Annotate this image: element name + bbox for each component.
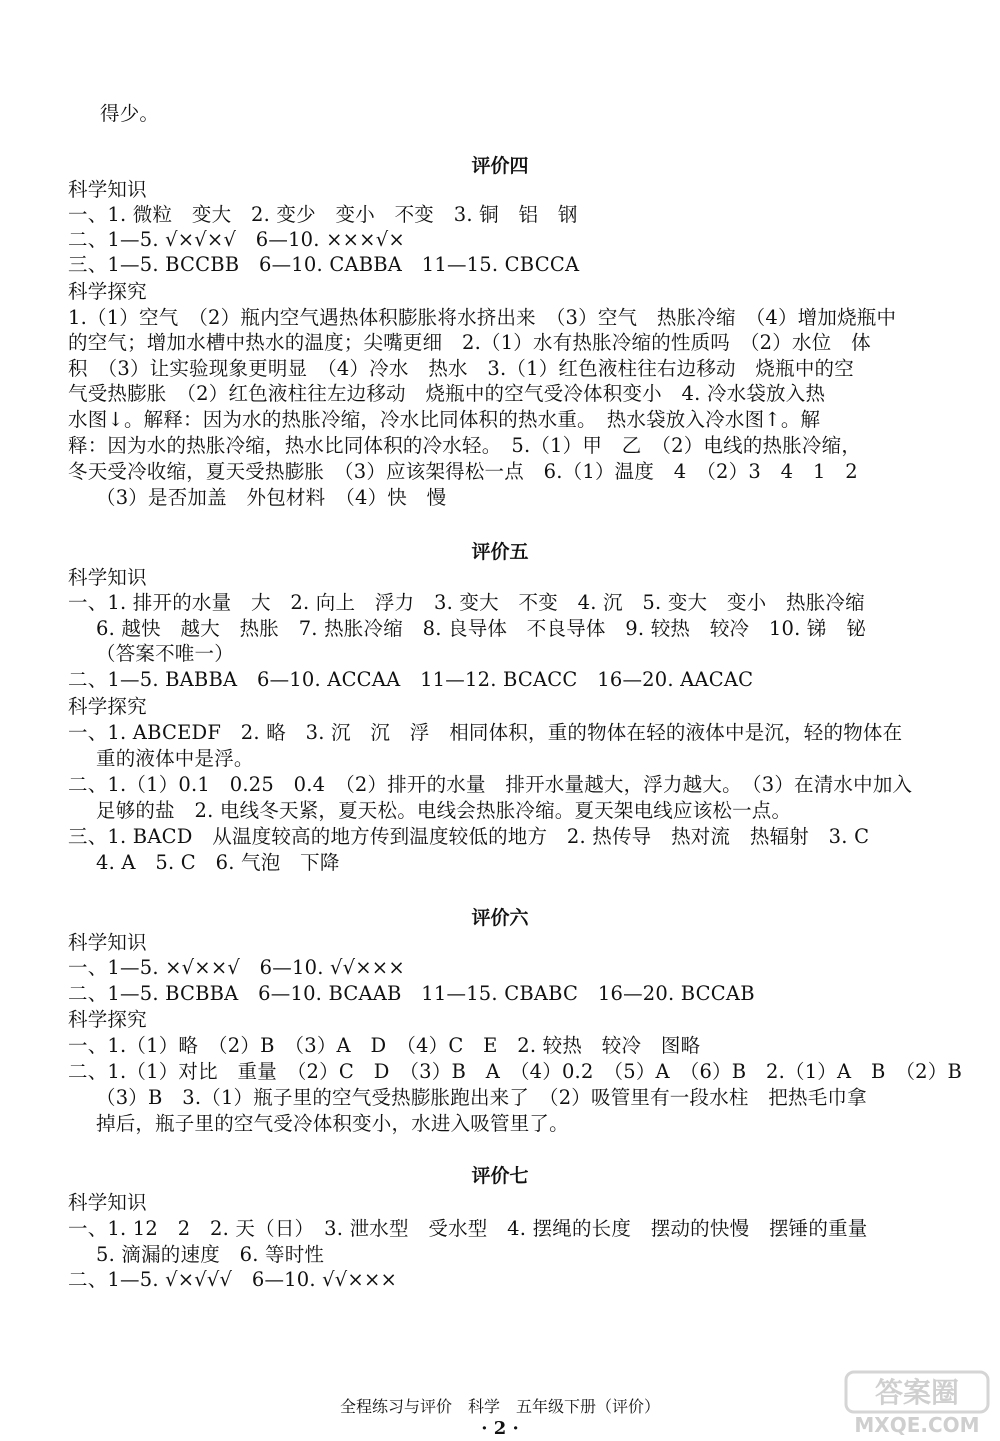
section-label: 科学知识 xyxy=(68,178,147,201)
answer-line: 二、1.（1）对比 重量 （2）C D （3）B A （4）0.2 （5）A （6）B 2.（1）A B （2）B xyxy=(68,1060,962,1083)
answer-line: 三、1. BACD 从温度较高的地方传到温度较低的地方 2. 热传导 热对流 热辐射 3. C xyxy=(68,825,870,848)
section-label: 科学探究 xyxy=(68,695,147,718)
watermark-url-text: MXQE.COM xyxy=(854,1413,980,1437)
answer-line: 二、1—5. √×√×√ 6—10. ×××√× xyxy=(68,228,405,251)
answer-line: 足够的盐 2. 电线冬天紧，夏天松。电线会热胀冷缩。夏天架电线应该松一点。 xyxy=(96,799,792,822)
answer-line: 的空气；增加水槽中热水的温度；尖嘴更细 2.（1）水有热胀冷缩的性质吗 （2）水位 体 xyxy=(68,331,871,354)
answer-line: （3）是否加盖 外包材料 （4）快 慢 xyxy=(96,486,447,509)
answer-line: 一、1. ABCEDF 2. 略 3. 沉 沉 浮 相同体积，重的物体在轻的液体中是沉，轻的物体在 xyxy=(68,721,903,744)
answer-line: 气受热膨胀 （2）红色液柱往左边移动 烧瓶中的空气受冷体积变小 4. 冷水袋放入热 xyxy=(68,382,826,405)
watermark-logo xyxy=(842,1368,992,1438)
section-heading-7: 评价七 xyxy=(471,1165,529,1187)
answer-line: 一、1. 微粒 变大 2. 变少 变小 不变 3. 铜 铝 钢 xyxy=(68,203,578,226)
answer-line: 冬天受冷收缩，夏天受热膨胀 （3）应该架得松一点 6.（1）温度 4 （2）3 4 1 2 xyxy=(68,460,858,483)
answer-line: 二、1—5. √×√√√ 6—10. √√××× xyxy=(68,1268,398,1291)
answer-line: 水图↓。解释：因为水的热胀冷缩，冷水比同体积的热水重。 热水袋放入冷水图↑。解 xyxy=(68,408,821,431)
watermark-logo-icon xyxy=(842,1368,992,1438)
answer-line: 二、1—5. BABBA 6—10. ACCAA 11—12. BCACC 16—20. AACAC xyxy=(68,668,754,691)
answer-line: 一、1. 排开的水量 大 2. 向上 浮力 3. 变大 不变 4. 沉 5. 变大 变小 热胀冷缩 xyxy=(68,591,865,614)
footer-book-title: 全程练习与评价 科学 五年级下册（评价） xyxy=(339,1397,660,1416)
section-label: 科学知识 xyxy=(68,1191,147,1214)
answer-line: 掉后，瓶子里的空气受冷体积变小，水进入吸管里了。 xyxy=(96,1112,569,1135)
top-fragment: 得少。 xyxy=(100,102,160,125)
answer-line: 5. 滴漏的速度 6. 等时性 xyxy=(96,1243,325,1266)
answer-line: 一、1. 12 2 2. 天（日） 3. 泄水型 受水型 4. 摆绳的长度 摆动的快慢 摆锤的重量 xyxy=(68,1217,868,1240)
answer-line: 二、1—5. BCBBA 6—10. BCAAB 11—15. CBABC 16—20. BCCAB xyxy=(68,982,755,1005)
page-number: · 2 · xyxy=(481,1418,519,1439)
answer-line: 三、1—5. BCCBB 6—10. CABBA 11—15. CBCCA xyxy=(68,253,580,276)
section-label: 科学探究 xyxy=(68,280,147,303)
section-heading-6: 评价六 xyxy=(471,907,529,929)
answer-line: 6. 越快 越大 热胀 7. 热胀冷缩 8. 良导体 不良导体 9. 较热 较冷 10. 锑 铋 xyxy=(96,617,867,640)
answer-line: （答案不唯一） xyxy=(96,642,234,665)
answer-line: 重的液体中是浮。 xyxy=(96,747,254,770)
answer-line: 一、1.（1）略 （2）B （3）A D （4）C E 2. 较热 较冷 图略 xyxy=(68,1034,701,1057)
watermark-logo-text: 答案圈 xyxy=(874,1376,960,1409)
answer-line: 一、1—5. ×√××√ 6—10. √√××× xyxy=(68,956,405,979)
answer-line: 4. A 5. C 6. 气泡 下降 xyxy=(96,851,340,874)
answer-line: （3）B 3.（1）瓶子里的空气受热膨胀跑出来了 （2）吸管里有一段水柱 把热毛巾拿 xyxy=(96,1086,867,1109)
answer-line: 1.（1）空气 （2）瓶内空气遇热体积膨胀将水挤出来 （3）空气 热胀冷缩 （4）增加烧瓶中 xyxy=(68,306,897,329)
answer-line: 释：因为水的热胀冷缩，热水比同体积的冷水轻。 5.（1）甲 乙 （2）电线的热胀冷缩， xyxy=(68,434,862,457)
answer-line: 积 （3）让实验现象更明显 （4）冷水 热水 3.（1）红色液柱往右边移动 烧瓶中的空 xyxy=(68,357,854,380)
answer-line: 二、1.（1）0.1 0.25 0.4 （2）排开的水量 排开水量越大，浮力越大。 （3）在清水中加入 xyxy=(68,773,913,796)
section-label: 科学探究 xyxy=(68,1008,147,1031)
section-label: 科学知识 xyxy=(68,931,147,954)
section-heading-5: 评价五 xyxy=(471,541,529,563)
section-label: 科学知识 xyxy=(68,566,147,589)
section-heading-4: 评价四 xyxy=(471,155,529,177)
